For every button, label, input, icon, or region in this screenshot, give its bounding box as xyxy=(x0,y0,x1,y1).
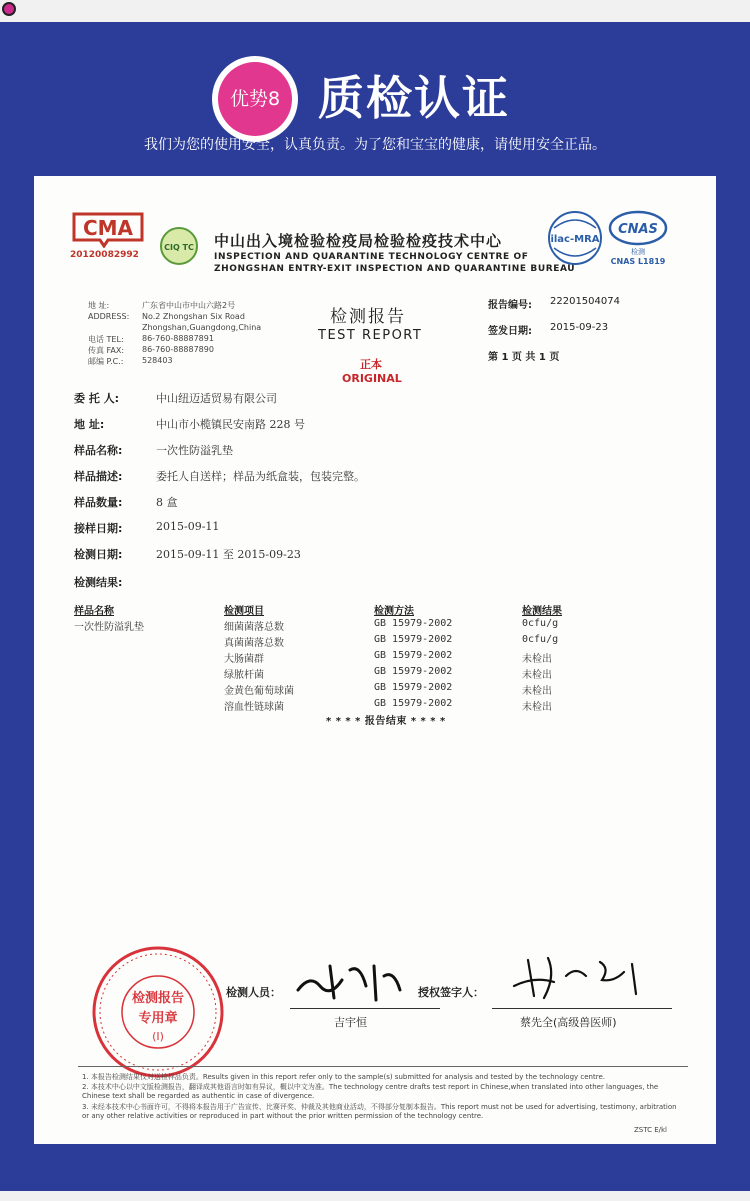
table-header: 检测结果 xyxy=(522,606,562,617)
table-header: 检测方法 xyxy=(374,606,414,617)
field-label: 样品描述: xyxy=(74,470,123,483)
signatory-signature xyxy=(504,946,654,1006)
organization-name-en-line1: INSPECTION AND QUARANTINE TECHNOLOGY CENTRE OF xyxy=(214,252,529,262)
organization-name-en-line2: ZHONGSHAN ENTRY-EXIT INSPECTION AND QUARANTINE BUREAU xyxy=(214,264,576,274)
table-cell-method: GB 15979-2002 xyxy=(374,618,453,629)
field-label: 委 托 人: xyxy=(74,392,120,405)
bottom-strip xyxy=(0,1191,750,1201)
table-cell-item: 大肠菌群 xyxy=(224,654,264,665)
svg-text:CNAS: CNAS xyxy=(618,222,658,237)
original-stamp-cn: 正本 xyxy=(360,358,382,371)
table-cell-item: 绿脓杆菌 xyxy=(224,670,264,681)
field-label: 检测日期: xyxy=(74,548,123,561)
table-cell-result: 未检出 xyxy=(522,654,552,665)
footnote: 2. 本技术中心以中文版检测报告，翻译成其他语言时如有异议，概以中文为准。The technology centre drafts test report in Chinese,when translated into other languages, the xyxy=(82,1083,659,1091)
table-cell-method: GB 15979-2002 xyxy=(374,682,453,693)
tester-signature-line xyxy=(290,1008,440,1009)
tel-label: 电话 TEL: xyxy=(88,335,124,344)
report-number-label: 报告编号: xyxy=(488,300,532,311)
table-cell-item: 细菌菌落总数 xyxy=(224,622,284,633)
svg-text:CNAS L1819: CNAS L1819 xyxy=(610,257,666,266)
signatory-signature-line xyxy=(492,1008,672,1009)
page-info: 第 1 页 共 1 页 xyxy=(488,352,560,363)
table-cell-item: 溶血性链球菌 xyxy=(224,702,284,713)
test-report-certificate xyxy=(34,176,716,1144)
issue-date-label: 签发日期: xyxy=(488,326,532,337)
tester-label: 检测人员： xyxy=(226,986,281,999)
svg-text:(I): (I) xyxy=(152,1030,164,1043)
svg-text:专用章: 专用章 xyxy=(138,1011,178,1026)
fax-label: 传真 FAX: xyxy=(88,346,125,355)
postcode-label: 邮编 P.C.: xyxy=(88,357,124,366)
table-cell-item: 金黄色葡萄球菌 xyxy=(224,686,294,697)
field-value: 2015-09-11 xyxy=(156,520,220,533)
address-en-line2: Zhongshan,Guangdong,China xyxy=(142,323,262,332)
footnote: 1. 本报告检测结果仅对送检样品负责。Results given in this report refer only to the sample(s) submitted for analysis and tested by the technology centre. xyxy=(82,1073,605,1081)
section-title: 质检认证 xyxy=(318,71,510,125)
cnas-logo-icon xyxy=(606,208,670,270)
official-seal-icon xyxy=(88,942,228,1082)
table-cell-result: 未检出 xyxy=(522,670,552,681)
address-en-label: ADDRESS: xyxy=(88,312,130,321)
tel-number: 86-760-88887891 xyxy=(142,334,214,343)
table-cell-result: 0cfu/g xyxy=(522,618,559,629)
address-cn-label: 地 址: xyxy=(88,301,110,310)
document-code: ZSTC E/kl xyxy=(634,1126,667,1134)
ilac-mra-logo-icon xyxy=(546,208,604,268)
svg-text:检测报告: 检测报告 xyxy=(131,991,185,1006)
organization-name-cn: 中山出入境检验检疫局检验检疫技术中心 xyxy=(214,232,503,250)
field-value: 8 盒 xyxy=(156,496,178,509)
report-end-marker: * * * * 报告结束 * * * * xyxy=(326,716,446,727)
field-value: 2015-09-11 至 2015-09-23 xyxy=(156,548,301,561)
tester-signature xyxy=(290,956,410,1006)
footnote: Chinese text shall be regarded as authentic in case of divergence. xyxy=(82,1092,315,1100)
address-cn: 广东省中山市中山六路2号 xyxy=(142,301,236,310)
issue-date: 2015-09-23 xyxy=(550,322,609,333)
field-label: 样品名称: xyxy=(74,444,123,457)
original-stamp-en: ORIGINAL xyxy=(342,372,402,385)
fax-number: 86-760-88887890 xyxy=(142,345,214,354)
report-title-en: TEST REPORT xyxy=(318,328,423,343)
field-value: 一次性防溢乳垫 xyxy=(156,444,233,457)
table-cell-result: 未检出 xyxy=(522,686,552,697)
cma-number: 20120082992 xyxy=(70,250,139,260)
signatory-label: 授权签字人： xyxy=(418,986,484,999)
field-label: 接样日期: xyxy=(74,522,123,535)
report-number: 22201504074 xyxy=(550,296,620,307)
footnote: or any other relative activities or reproduced in part without the prior written permission of the technology centre. xyxy=(82,1112,484,1120)
postcode: 528403 xyxy=(142,356,173,365)
table-cell-result: 0cfu/g xyxy=(522,634,559,645)
svg-text:CIQ TC: CIQ TC xyxy=(164,243,194,252)
table-cell-method: GB 15979-2002 xyxy=(374,698,453,709)
advantage-badge: 优势8 xyxy=(218,62,292,136)
footnote-divider xyxy=(78,1066,688,1067)
signatory-name: 蔡先全(高级兽医师) xyxy=(520,1016,617,1029)
field-value: 中山纽迈适贸易有限公司 xyxy=(156,392,277,405)
svg-text:ilac-MRA: ilac-MRA xyxy=(550,234,600,245)
table-cell-method: GB 15979-2002 xyxy=(374,634,453,645)
report-title-cn: 检测报告 xyxy=(330,307,406,327)
footnote: 3. 未经本技术中心书面许可，不得将本报告用于广告宣传、比赛评奖、仲裁及其他商业活动，不得部分复制本报告。This report must not be used for advertising, testimony, arbitration xyxy=(82,1103,677,1111)
field-value: 委托人自送样；样品为纸盒装，包装完整。 xyxy=(156,470,365,483)
section-subtitle: 我们为您的使用安全，认真负责。为了您和宝宝的健康，请使用安全正品。 xyxy=(144,137,606,153)
sample-name-cell: 一次性防溢乳垫 xyxy=(74,622,144,633)
field-label: 地 址: xyxy=(74,418,105,431)
table-cell-method: GB 15979-2002 xyxy=(374,666,453,677)
field-value: 中山市小榄镇民安南路 228 号 xyxy=(156,418,305,431)
svg-text:CMA: CMA xyxy=(82,216,134,240)
top-strip xyxy=(0,0,750,22)
table-header: 检测项目 xyxy=(224,606,264,617)
tester-name: 吉宇恒 xyxy=(334,1016,367,1029)
table-cell-item: 真菌菌落总数 xyxy=(224,638,284,649)
corner-dot-icon xyxy=(2,2,16,16)
table-cell-method: GB 15979-2002 xyxy=(374,650,453,661)
address-en-line1: No.2 Zhongshan Six Road xyxy=(142,312,245,321)
svg-text:检测: 检测 xyxy=(631,248,645,256)
table-header: 样品名称 xyxy=(74,606,114,617)
cma-logo-icon xyxy=(70,210,146,248)
field-label: 样品数量: xyxy=(74,496,123,509)
field-label: 检测结果: xyxy=(74,576,123,589)
ciq-logo-icon xyxy=(152,226,206,266)
table-cell-result: 未检出 xyxy=(522,702,552,713)
